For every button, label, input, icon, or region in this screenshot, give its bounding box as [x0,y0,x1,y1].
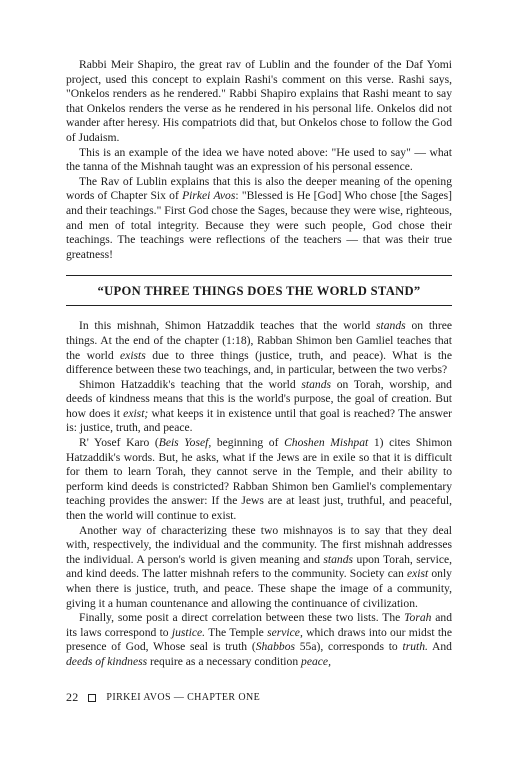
italic-run: stands [301,377,332,391]
paragraph: This is an example of the idea we have noted above: "He used to say" — what the tanna of the Mishnah taught was an expression of his personal essence. [66,145,452,174]
text-run: The Rav of Lublin explains that this is also the deeper meaning of the opening words of Chapter Six of [66,174,452,203]
text-run: The Temple [205,625,268,639]
italic-run: Choshen Mishpat [284,436,369,450]
text-run: R' Yosef Karo ( [79,436,159,450]
paragraph [66,319,452,377]
text-run: only when there is justice, truth, and peace. These shape the image of a community, giving it a human countenance and allowing the continuance of civilization. [66,567,452,610]
italic-run: Pirkei Avos [182,189,236,203]
paragraph [66,378,452,436]
italic-run: service, [267,625,303,639]
text-run: 1) cites Shimon Hatzaddik's words. But, he asks, what if the Jews are in exile so that it is difficult for them to learn Torah, they cannot serve in the Temple, and their ability to perform kind deeds is constricted? Rabban Shimon ben Gamliel's complementary teaching provides the answer: If the Jews are at least just, truthful, and peaceful, then the world will continue to exist. [66,436,452,523]
text-run: and its laws correspond to [66,611,453,639]
text-run: upon Torah, service, and kind deeds. The latter mishnah refers to the community. Society can [66,552,453,581]
paragraph [66,524,452,612]
text-run: And [427,640,452,654]
paragraph [66,175,452,263]
text-run: due to three things (justice, truth, and peace). What is the difference between these two teachings, and, in particular, between the two verbs? [66,348,452,377]
section-header [66,275,452,306]
text-run: Shimon Hatzaddik's teaching that the world [79,377,302,391]
italic-run: justice. [171,625,206,639]
italic-run: Shabbos [255,640,295,654]
text-run: beginning of [211,436,285,450]
paragraph [66,611,452,669]
italic-run: Beis Yosef, [158,436,212,450]
italic-run: peace, [301,654,331,668]
italic-run: stands [376,319,406,333]
text-run: on three things. At the end of the chapter (1:18), Rabban Shimon ben Gamliel teaches that the world [66,319,452,362]
intro-text [66,58,452,262]
paragraph: Rabbi Meir Shapiro, the great rav of Lublin and the founder of the Daf Yomi project, used this concept to explain Rashi's comment on this verse. Rashi says, "Onkelos renders as he rendered." Rabbi Shapiro explains that Rashi meant to say that Onkelos renders the verse as he rendered in his personal life. Onkelos did not wander after heresy. His compatriots did that, but Onkelos chose to follow the God of Judaism. [66,58,452,144]
running-head: PIRKEI AVOS — CHAPTER ONE [106,692,261,703]
page-number: 22 [66,690,79,704]
square-ornament-icon [88,694,96,702]
text-run: on Torah, worship, and deeds of kindness means that this is the world's purpose, the goal of creation. But how does it [66,377,452,420]
italic-run: exist [406,567,429,581]
text-run: : "Blessed is He [God] Who chose [the Sages] and their teachings." First God chose the Sages, because they were wise, righteous, and men of total integrity. Because they were such people, God chose their teachings. The teachings were reflections of the teachers — that was their true greatness! [66,189,452,261]
page-footer [66,690,260,705]
section-title: “UPON THREE THINGS DOES THE WORLD STAND” [97,284,421,299]
text-run: Another way of characterizing these two mishnayos is to say that they deal with, respectively, the individual and the community. The first mishnah addresses the individual. A person's world is given meaning and [66,523,452,566]
section-body-text [66,319,452,669]
italic-run: truth. [402,640,428,654]
text-run: require as a necessary condition [147,654,302,668]
text-run: Finally, some posit a direct correlation between these two lists. The [79,611,405,625]
text-run: 55a), corresponds to [295,640,403,654]
text-run: In this mishnah, Shimon Hatzaddik teaches that the world [79,319,377,333]
italic-run: deeds of kindness [66,654,148,668]
text-run: which draws into our midst the presence of God, Whose seal is truth ( [66,625,452,654]
text-run: what keeps it in existence until that goal is reached? The answer is: justice, truth, and peace. [66,406,452,435]
italic-run: Torah [404,611,432,625]
italic-run: exist; [123,406,149,420]
italic-run: stands [323,552,354,566]
italic-run: exists [120,348,146,362]
page-body [66,58,452,670]
paragraph [66,436,452,524]
